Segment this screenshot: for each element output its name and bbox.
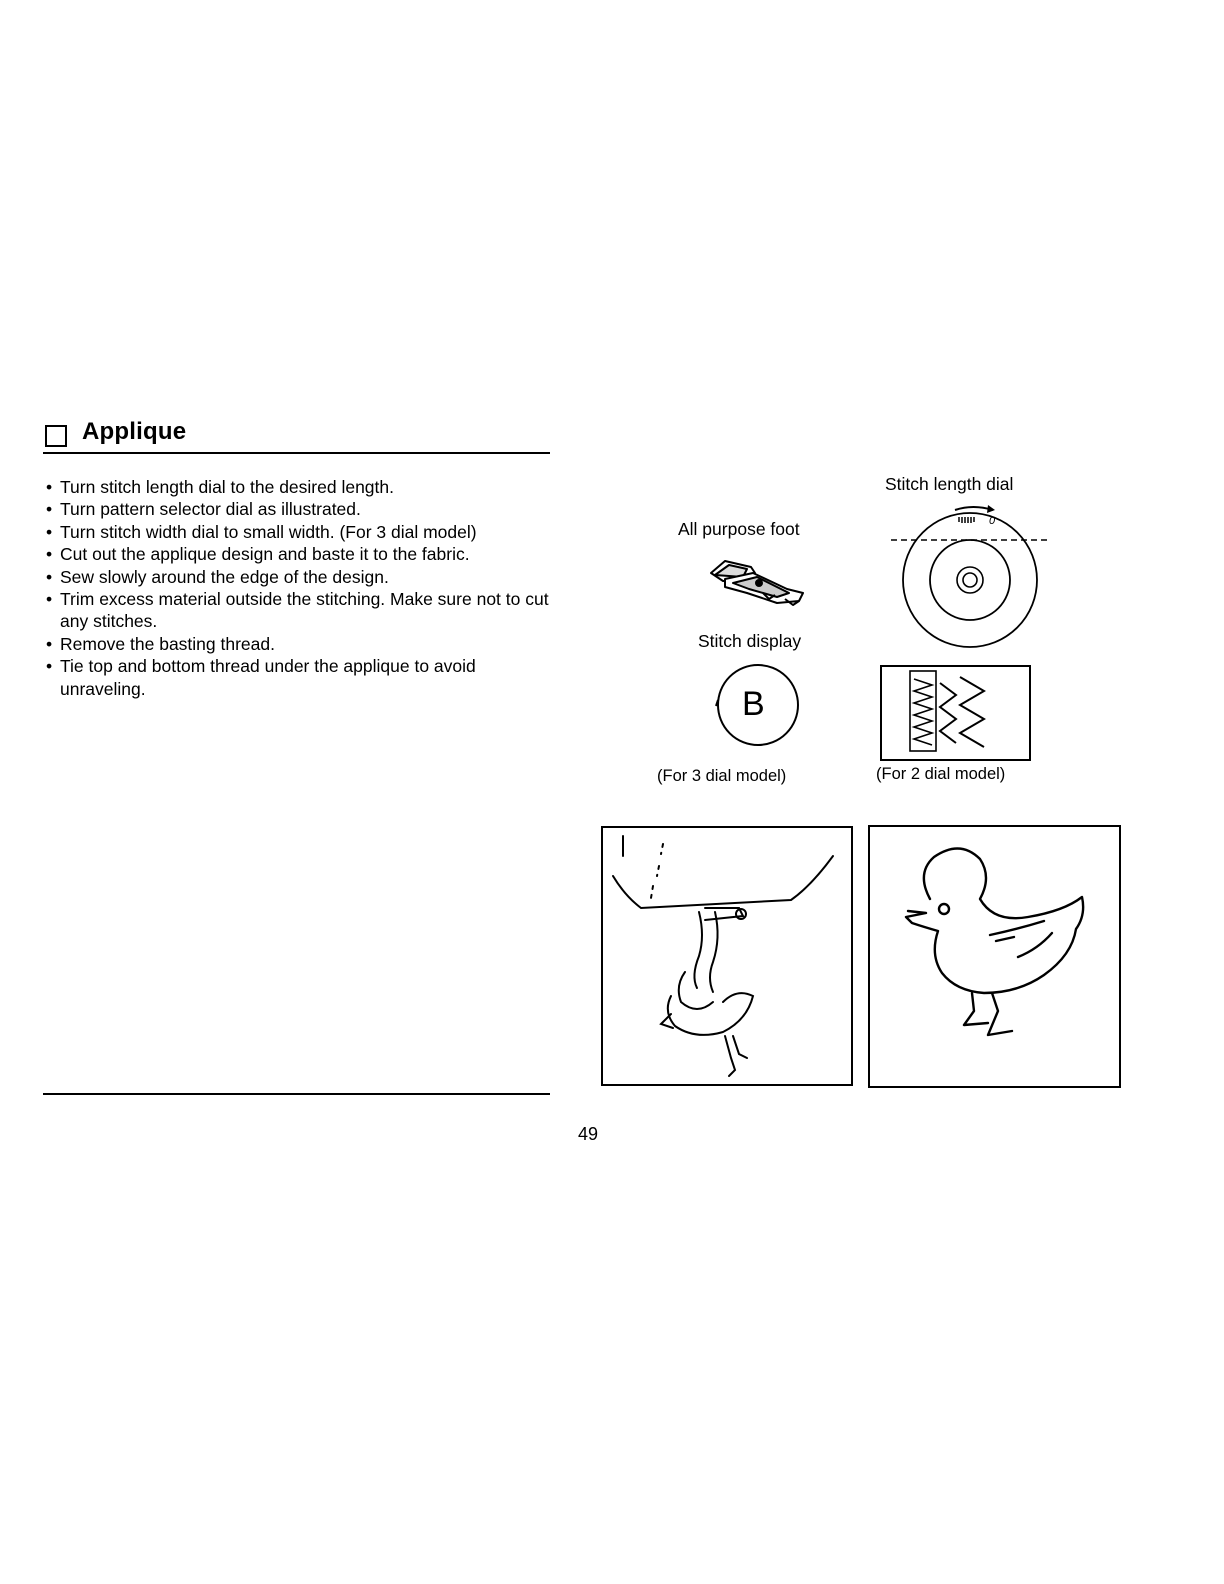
bullet: • bbox=[46, 566, 53, 587]
instruction-text: Sew slowly around the edge of the design. bbox=[60, 566, 389, 587]
stitch-display-letter: B bbox=[742, 685, 765, 723]
instruction-text: Turn stitch length dial to the desired length. bbox=[60, 477, 394, 497]
instruction-item bbox=[46, 498, 566, 520]
bullet: • bbox=[46, 499, 53, 520]
dial-tick-marks bbox=[959, 517, 974, 523]
instruction-item bbox=[46, 543, 566, 565]
presser-foot-icon bbox=[703, 553, 811, 613]
bullet: • bbox=[46, 633, 53, 654]
dial-mark: 0 bbox=[989, 515, 996, 527]
dial-arrow-head bbox=[987, 505, 995, 513]
dial-outer-ring bbox=[903, 513, 1037, 647]
stitch-length-dial-label: Stitch length dial bbox=[885, 474, 1014, 494]
heading-divider bbox=[43, 452, 550, 454]
sewing-applique-illustration bbox=[601, 826, 855, 1088]
bullet: • bbox=[46, 589, 53, 610]
instruction-text: Tie top and bottom thread under the applique to avoid unraveling. bbox=[60, 656, 476, 699]
stitch-display-label: Stitch display bbox=[698, 631, 802, 651]
bullet: • bbox=[46, 521, 53, 542]
stitch-length-dial-illustration bbox=[885, 498, 1055, 658]
three-dial-caption: (For 3 dial model) bbox=[657, 767, 787, 785]
instruction-item bbox=[46, 655, 566, 700]
two-dial-caption: (For 2 dial model) bbox=[876, 765, 1006, 783]
heading-checkbox-icon bbox=[45, 425, 67, 447]
instruction-item bbox=[46, 521, 566, 543]
page-number: 49 bbox=[578, 1124, 599, 1144]
bullet: • bbox=[46, 656, 53, 677]
dial-arrow-icon bbox=[955, 507, 993, 510]
instruction-text: Trim excess material outside the stitching. Make sure not to cut any stitches. bbox=[60, 589, 549, 632]
bullet: • bbox=[46, 544, 53, 565]
instruction-text: Turn stitch width dial to small width. (For 3 dial model) bbox=[60, 521, 477, 542]
instruction-item bbox=[46, 476, 566, 498]
dial-center-inner bbox=[963, 573, 977, 587]
instruction-item bbox=[46, 633, 566, 655]
bullet: • bbox=[46, 477, 53, 497]
instruction-item bbox=[46, 566, 566, 588]
dial-inner-ring bbox=[930, 540, 1010, 620]
instruction-text: Cut out the applique design and baste it to the fabric. bbox=[60, 544, 470, 565]
pattern-selector-icon bbox=[880, 665, 1032, 762]
instruction-item bbox=[46, 588, 566, 633]
dial-center-outer bbox=[957, 567, 983, 593]
instruction-text: Remove the basting thread. bbox=[60, 633, 275, 654]
instruction-text: Turn pattern selector dial as illustrated. bbox=[60, 499, 361, 520]
section-title: Applique bbox=[82, 418, 187, 445]
bottom-divider bbox=[43, 1093, 550, 1095]
chick-applique-illustration bbox=[868, 825, 1124, 1090]
instruction-list bbox=[46, 476, 566, 700]
all-purpose-foot-label: All purpose foot bbox=[678, 519, 800, 539]
